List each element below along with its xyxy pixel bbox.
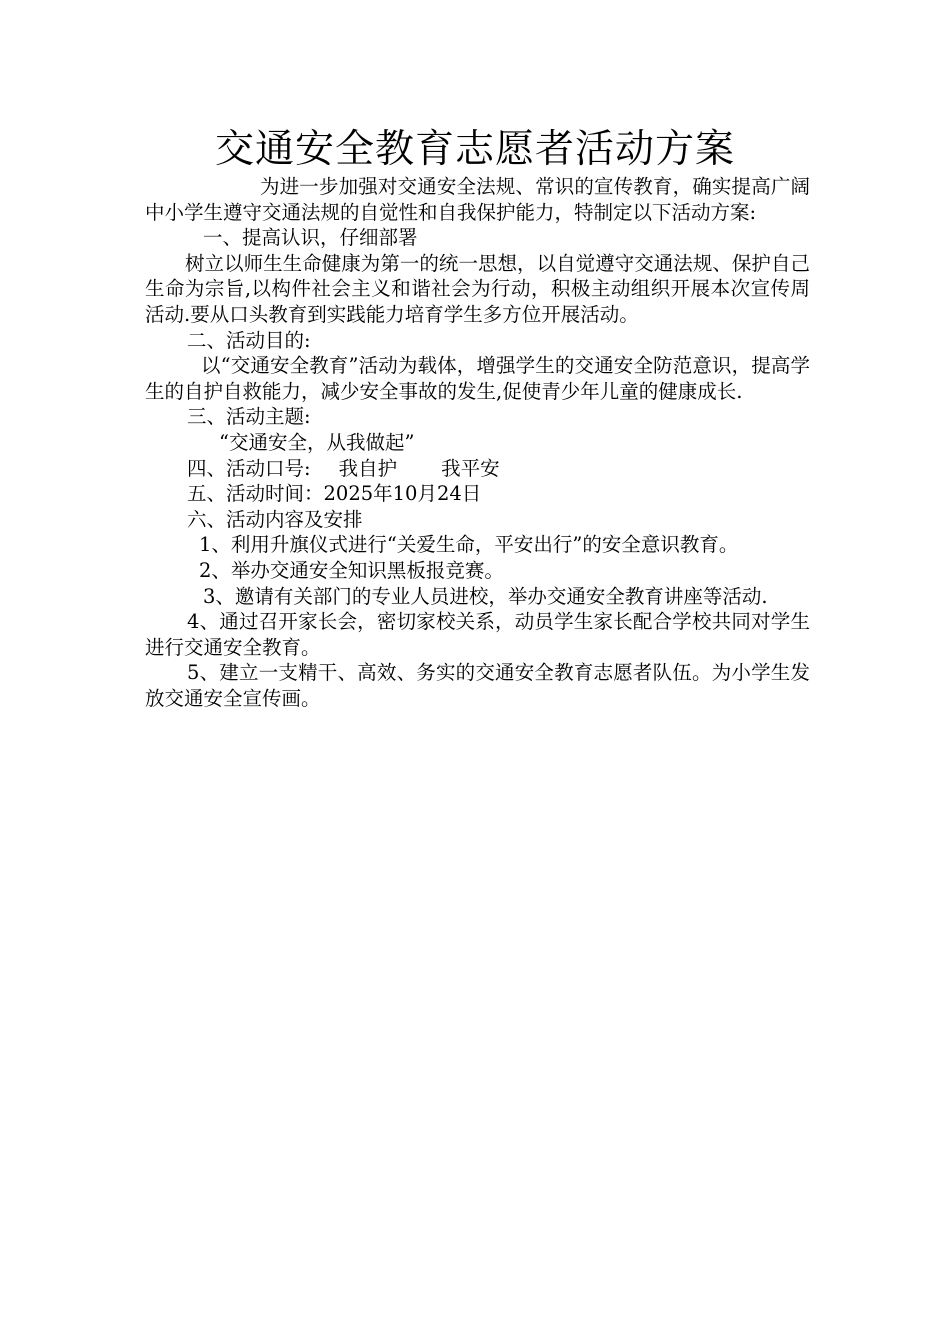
intro-paragraph: 为进一步加强对交通安全法规、常识的宣传教育，确实提高广阔中小学生遵守交通法规的自觉性和自我保护能力，特制定以下活动方案: bbox=[145, 175, 810, 224]
section-1-text: 树立以师生生命健康为第一的统一思想，以自觉遵守交通法规、保护自己生命为宗旨,以构件社会主义和谐社会为行动，积极主动组织开展本次宣传周活动.要从口头教育到实践能力培育学生多方位开展活动。 bbox=[145, 251, 810, 326]
list-item: 4、通过召开家长会，密切家校关系，动员学生家长配合学校共同对学生进行交通安全教育。 bbox=[145, 610, 810, 659]
section-4-label: 四、活动口号: bbox=[187, 456, 311, 480]
section-2-heading: 二、活动目的: bbox=[187, 328, 311, 352]
list-item: 5、建立一支精干、高效、务实的交通安全教育志愿者队伍。为小学生发放交通安全宣传画。 bbox=[145, 661, 810, 710]
document-title: 交通安全教育志愿者活动方案 bbox=[214, 127, 735, 172]
slogan-2: 我平安 bbox=[441, 456, 500, 480]
section-6-heading: 六、活动内容及安排 bbox=[187, 507, 363, 531]
section-3-heading: 三、活动主题: bbox=[187, 405, 311, 429]
section-4-slogan-line bbox=[145, 456, 810, 482]
section-3-theme: “交通安全，从我做起” bbox=[219, 430, 415, 454]
activity-date: 2025年10月24日 bbox=[323, 482, 482, 506]
list-item: 3、邀请有关部门的专业人员进校，举办交通安全教育讲座等活动. bbox=[203, 584, 768, 608]
list-item: 2、举办交通安全知识黑板报竞赛。 bbox=[199, 558, 504, 582]
section-5-time-line bbox=[145, 481, 810, 507]
section-2-text: 以“交通安全教育”活动为载体，增强学生的交通安全防范意识，提高学生的自护自救能力，减少安全事故的发生,促使青少年儿童的健康成长. bbox=[145, 354, 810, 403]
section-5-label: 五、活动时间： bbox=[187, 482, 324, 506]
list-item: 1、利用升旗仪式进行“关爱生命，平安出行”的安全意识教育。 bbox=[199, 533, 739, 557]
slogan-1: 我自护 bbox=[338, 456, 398, 480]
section-1-heading: 一、提高认识，仔细部署 bbox=[203, 226, 418, 250]
document-body bbox=[145, 174, 810, 711]
